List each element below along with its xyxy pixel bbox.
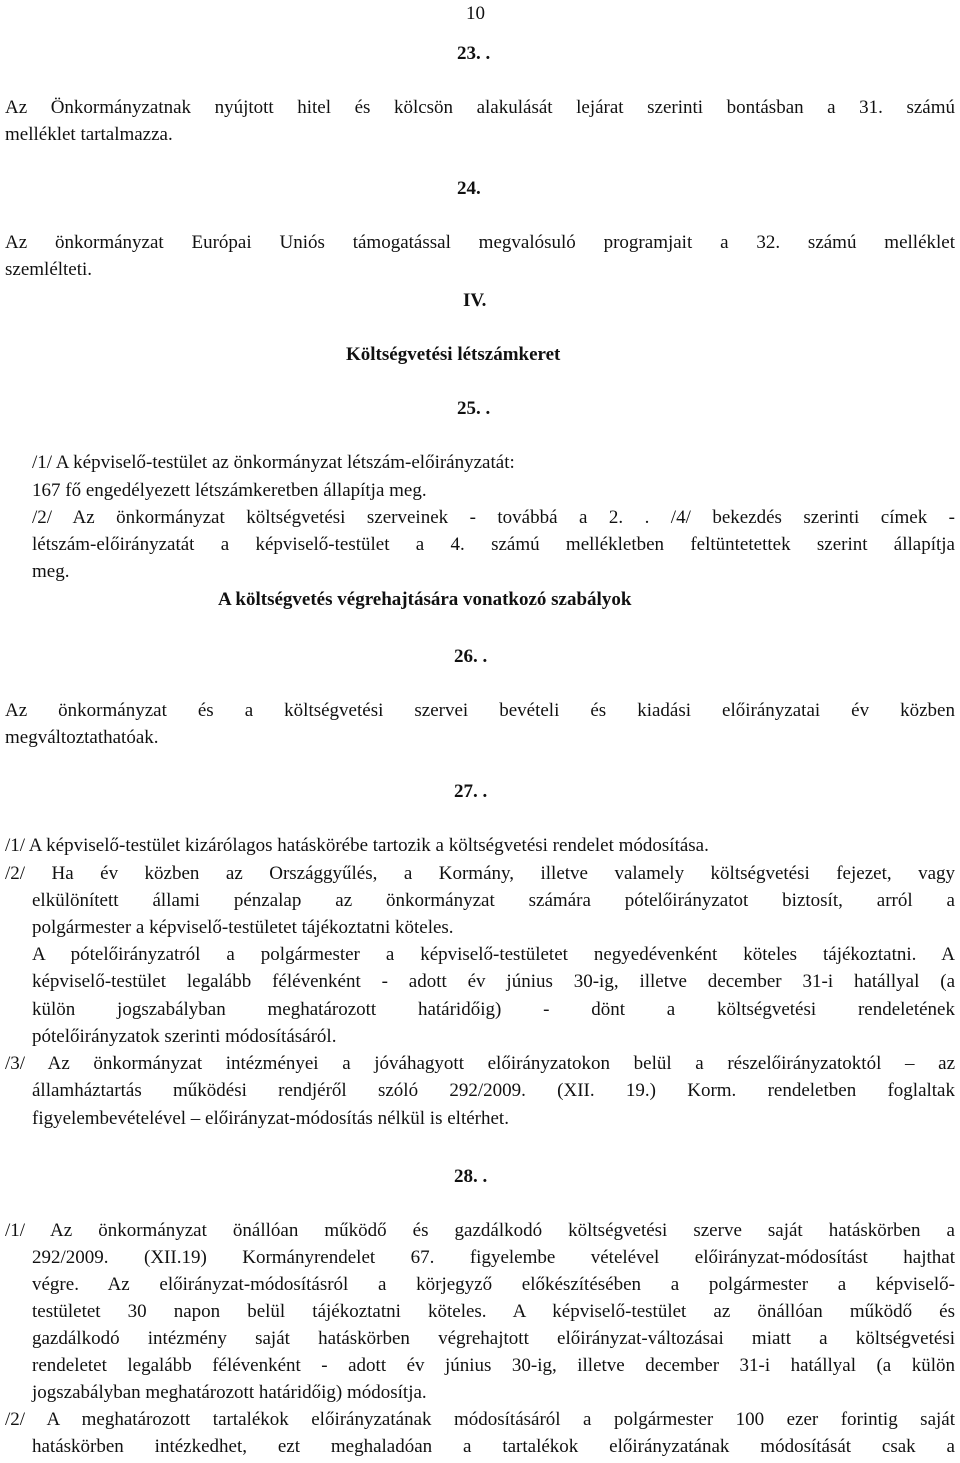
section-27-line-11: figyelembevételével – előirányzat-módosítás nélkül is eltérhet. [32, 1108, 509, 1129]
section-27-line-10: államháztartás működési rendjéről szóló 292/2009. (XII. 19.) Korm. rendeletben foglaltak [32, 1080, 955, 1101]
section-25-heading: 25. . [457, 398, 491, 419]
section-23-line-1: Az Önkormányzatnak nyújtott hitel és kölcsön alakulását lejárat szerinti bontásban a 31. számú [5, 97, 955, 118]
section-24-line-2: szemlélteti. [5, 259, 93, 280]
section-27-line-2: /2/ Ha év közben az Országgyűlés, a Kormány, illetve valamely költségvetési fejezet, vagy [5, 863, 955, 884]
section-27-line-4: polgármester a képviselő-testületet tájékoztatni köteles. [32, 917, 454, 938]
section-23-heading: 23. . [457, 43, 491, 64]
section-26-line-2: megváltoztathatóak. [5, 727, 159, 748]
section-25-line-1: /1/ A képviselő-testület az önkormányzat létszám-előirányzatát: [32, 452, 515, 473]
section-23-line-2: melléklet tartalmazza. [5, 124, 173, 145]
section-27-line-1: /1/ A képviselő-testület kizárólagos hatáskörébe tartozik a költségvetési rendelet módosítása. [5, 835, 709, 856]
chapter-title: Költségvetési létszámkeret [346, 344, 561, 365]
chapter-number: IV. [463, 290, 487, 311]
section-28-line-9: hatáskörben intézkedhet, ezt meghaladóan a tartalékok előirányzatának módosítását csak a [32, 1436, 955, 1457]
section-28-line-7: jogszabályban meghatározott határidőig) módosítja. [32, 1382, 427, 1403]
section-27-line-8: pótelőirányzatok szerinti módosításáról. [32, 1026, 337, 1047]
section-28-line-2: 292/2009. (XII.19) Kormányrendelet 67. figyelembe vételével előirányzat-módosítást hajthat [32, 1247, 955, 1268]
section-27-heading: 27. . [454, 781, 488, 802]
section-27-line-9: /3/ Az önkormányzat intézményei a jóváhagyott előirányzatokon belül a részelőirányzatoktól – az [5, 1053, 955, 1074]
section-25-line-5: meg. [32, 561, 70, 582]
section-26-heading: 26. . [454, 646, 488, 667]
section-28-line-5: gazdálkodó intézmény saját hatáskörben végrehajtott előirányzat-változásai miatt a költségvetési [32, 1328, 955, 1349]
section-28-line-6: rendeletet legalább félévenként - adott év június 30-ig, illetve december 31-i hatállyal (a külön [32, 1355, 955, 1376]
section-27-line-5: A pótelőirányzatról a polgármester a képviselő-testületet negyedévenként köteles tájékoztatni. A [32, 944, 955, 965]
section-27-line-3: elkülönített állami pénzalap az önkormányzat számára pótelőirányzatot biztosít, arról a [32, 890, 955, 911]
section-24-heading: 24. [457, 178, 481, 199]
section-28-heading: 28. . [454, 1166, 488, 1187]
section-25-line-3: /2/ Az önkormányzat költségvetési szerveinek - továbbá a 2. . /4/ bekezdés szerinti címek - [32, 507, 955, 528]
subtitle: A költségvetés végrehajtására vonatkozó szabályok [218, 589, 632, 610]
section-25-line-4: létszám-előirányzatát a képviselő-testület a 4. számú mellékletben feltüntetettek szerint állapítja [32, 534, 955, 555]
section-26-line-1: Az önkormányzat és a költségvetési szervei bevételi és kiadási előirányzatai év közben [5, 700, 955, 721]
section-27-line-6: képviselő-testület legalább félévenként - adott év június 30-ig, illetve december 31-i hatállyal (a [32, 971, 955, 992]
section-28-line-3: végre. Az előirányzat-módosításról a körjegyző előkészítésében a polgármester a képviselő- [32, 1274, 955, 1295]
section-28-line-4: testületet 30 napon belül tájékoztatni köteles. A képviselő-testület az önállóan működő és [32, 1301, 955, 1322]
page-number: 10 [466, 3, 485, 24]
section-25-line-2: 167 fő engedélyezett létszámkeretben állapítja meg. [32, 480, 427, 501]
section-24-line-1: Az önkormányzat Európai Uniós támogatással megvalósuló programjait a 32. számú melléklet [5, 232, 955, 253]
section-28-line-8: /2/ A meghatározott tartalékok előirányzatának módosításáról a polgármester 100 ezer forintig saját [5, 1409, 955, 1430]
section-28-line-1: /1/ Az önkormányzat önállóan működő és gazdálkodó költségvetési szerve saját hatáskörben a [5, 1220, 955, 1241]
section-27-line-7: külön jogszabályban meghatározott határidőig) - dönt a költségvetési rendeletének [32, 999, 955, 1020]
